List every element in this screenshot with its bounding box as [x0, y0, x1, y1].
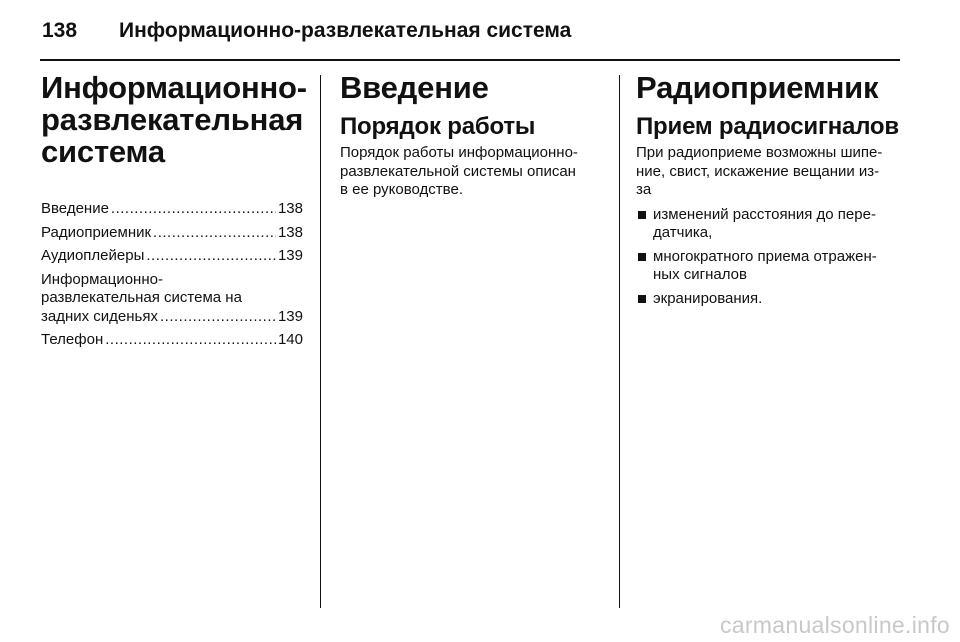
body-line: ние, свист, искажение вещании из-: [636, 162, 880, 180]
subsection-title: Прием радиосигналов: [636, 113, 899, 140]
bullet-line: многократного приема отражен-: [653, 247, 877, 265]
body-line: за: [636, 181, 652, 198]
bullet-line: датчика,: [653, 224, 713, 241]
body-paragraph: [636, 144, 904, 200]
toc-entry-title: Телефон: [41, 331, 104, 348]
square-bullet-icon: [638, 211, 646, 219]
body-line: развлекательной системы описан: [340, 162, 576, 180]
toc-leader-dots: [153, 224, 276, 243]
column-contents: [41, 70, 307, 355]
body-line: При радиоприеме возможны шипе-: [636, 144, 883, 161]
column-introduction: [340, 72, 605, 200]
body-line: в ее руководстве.: [340, 181, 463, 198]
toc-entry-title-line: развлекательная система на: [41, 289, 242, 306]
toc-entry[interactable]: [41, 271, 303, 327]
toc-entry-page: 140: [277, 331, 303, 348]
body-line: Порядок работы информационно-: [340, 144, 578, 161]
page-header: [40, 16, 900, 50]
square-bullet-icon: [638, 295, 646, 303]
toc-entry[interactable]: [41, 247, 303, 266]
bullet-item: [636, 290, 904, 309]
subsection-title: Порядок работы: [340, 113, 536, 140]
toc-leader-dots: [105, 331, 276, 350]
chapter-title: [41, 70, 307, 169]
bullet-line: ных сигналов: [653, 266, 747, 283]
column-divider: [619, 75, 620, 608]
toc-entry[interactable]: [41, 331, 303, 350]
bullet-item: [636, 206, 904, 243]
toc-entry[interactable]: [41, 224, 303, 243]
square-bullet-icon: [638, 253, 646, 261]
toc-entry-title: Радиоприемник: [41, 223, 152, 241]
chapter-title-line: развлекательная: [41, 102, 304, 137]
bullet-item: [636, 248, 904, 285]
bullet-line: экранирования.: [653, 289, 763, 307]
chapter-title-line: Информационно-: [41, 70, 307, 105]
watermark: carmanualsonline.info: [719, 612, 950, 638]
toc-entry-page: 139: [277, 247, 303, 264]
bullet-list: [636, 206, 904, 309]
toc-entry-title: Аудиоплейеры: [41, 247, 145, 264]
body-paragraph: [340, 144, 605, 200]
column-radio: [636, 72, 904, 313]
chapter-title-line: система: [41, 134, 165, 169]
column-divider: [320, 75, 321, 608]
toc-leader-dots: [146, 247, 276, 266]
page-number: 138: [42, 19, 78, 42]
running-header-title: Информационно-развлекательная система: [119, 19, 572, 42]
toc-leader-dots: [160, 308, 276, 327]
toc-leader-dots: [111, 200, 276, 219]
toc-entry-page: 138: [277, 223, 303, 241]
toc-entry[interactable]: [41, 200, 303, 219]
header-rule: [40, 59, 900, 61]
section-title: Радиоприемник: [636, 70, 879, 105]
section-title: Введение: [340, 70, 489, 105]
bullet-line: изменений расстояния до пере-: [653, 205, 876, 223]
table-of-contents: [41, 200, 303, 350]
toc-entry-page: 139: [277, 307, 303, 325]
toc-entry-page: 138: [277, 200, 303, 217]
toc-entry-title-line: задних сиденьях: [41, 307, 158, 325]
toc-entry-title-line: Информационно-: [41, 270, 163, 288]
toc-entry-title: Введение: [41, 200, 109, 217]
